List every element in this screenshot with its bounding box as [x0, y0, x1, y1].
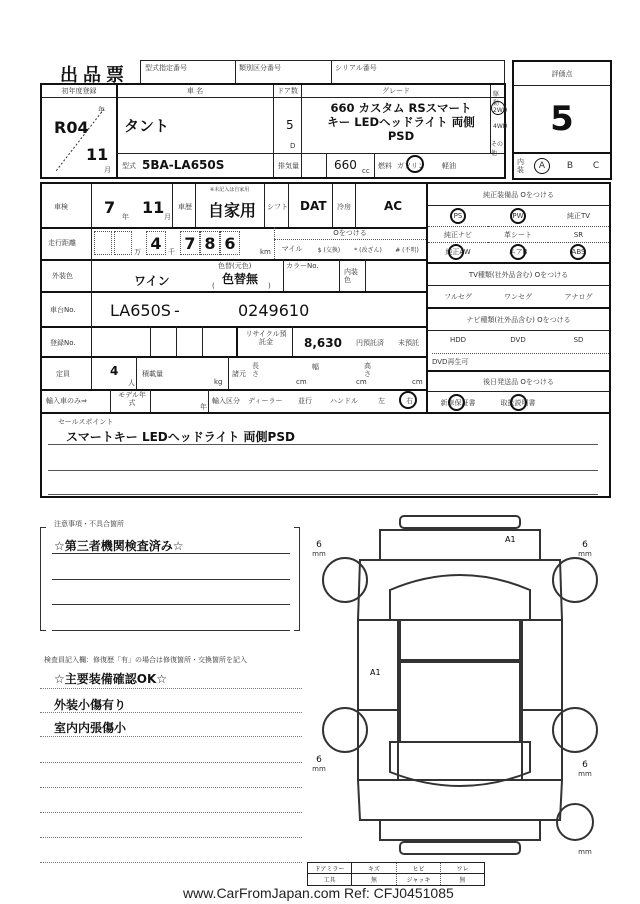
chassis-prefix: LA650S — [110, 301, 171, 320]
score-value: 5 — [550, 99, 574, 139]
cc-unit: cc — [362, 167, 370, 175]
mileage-option-tampered: * (改ざん) — [354, 246, 382, 254]
watermark: www.CarFromJapan.com Ref: CFJ0451085 — [183, 885, 454, 901]
load-unit: kg — [214, 378, 223, 386]
dvd-play-label: DVD再生可 — [432, 353, 609, 367]
handle-label: ハンドル — [330, 397, 358, 405]
mileage-digit: 8 — [200, 231, 220, 255]
import-parallel: 並行 — [298, 397, 312, 405]
notes-line: ☆第三者機関検査済み☆ — [54, 539, 184, 553]
cell: ジャッキ — [396, 874, 440, 885]
navi-hdd: HDD — [449, 336, 467, 344]
equip-tv: 純正TV — [566, 211, 591, 220]
drive-other: その他 — [491, 141, 504, 157]
ac-label: 冷房 — [337, 203, 351, 211]
model-year-unit: 年 — [200, 403, 207, 411]
doors-label: ドア数 — [277, 87, 298, 95]
usage-note: ※未記入は自家用 — [210, 187, 250, 193]
mileage-option-replaced: $ (交換) — [317, 246, 341, 254]
chassis-number: 0249610 — [238, 301, 310, 320]
capacity-label: 定員 — [56, 370, 70, 378]
model-value: 5BA-LA650S — [142, 158, 225, 172]
score-label: 評価点 — [514, 62, 610, 86]
tread-unit: mm — [312, 765, 326, 773]
fuel-gasoline: ガソリン — [397, 162, 425, 170]
chassis-dash: - — [174, 301, 180, 320]
km-unit: km — [260, 248, 271, 256]
bracket — [40, 527, 46, 631]
mileage-digits — [94, 231, 258, 257]
doors-value: 5 — [286, 118, 294, 132]
mileage-option-unknown: # (不明) — [395, 246, 419, 254]
interior-grade-b: B — [566, 161, 574, 171]
repaint-value: 色替無 — [222, 272, 259, 286]
id-boxes — [140, 60, 505, 84]
handle-left: 左 — [378, 397, 385, 405]
tread-depth-rear-right — [572, 760, 598, 778]
tread-value: 6 — [316, 540, 322, 550]
length-label: 長さ — [252, 362, 259, 378]
sales-point-value: スマートキー LEDヘッドライト 両側PSD — [66, 430, 295, 444]
later-header: 後日発送品 Oをつける — [428, 370, 609, 392]
interior-label: 内装 — [517, 158, 524, 174]
tread-depth-front-left — [306, 540, 332, 558]
handle-right: 右 — [406, 397, 413, 405]
vehicle-detail-table — [40, 182, 611, 498]
import-dealer: ディーラー — [248, 397, 283, 405]
tread-depth-spare — [572, 828, 598, 856]
reg-no-label: 登録No. — [50, 339, 76, 347]
cell: キズ — [352, 863, 396, 874]
cm-unit: cm — [356, 378, 367, 386]
interior-grade-c: C — [592, 161, 600, 171]
equip-pw: PW — [512, 211, 524, 220]
recycle-value: 8,630 — [304, 336, 342, 350]
fuel-label: 燃料 — [378, 162, 392, 170]
score-box — [512, 60, 612, 180]
height-label: 高さ — [364, 362, 371, 378]
exterior-color-value: ワイン — [134, 274, 170, 288]
mileage-mark-label: Oをつける — [333, 229, 367, 237]
spec-label: 諸元 — [232, 370, 246, 378]
ac-value: AC — [384, 199, 403, 213]
cm-unit: cm — [412, 378, 423, 386]
usage-value: 自家用 — [208, 201, 257, 220]
car-name-label: 車 名 — [186, 87, 204, 95]
tread-unit: mm — [312, 550, 326, 558]
mileage-option-mile: マイル — [281, 245, 303, 253]
damage-mark: A1 — [370, 668, 381, 677]
damage-mark: A1 — [505, 535, 516, 544]
interior-color-label: 内装色 — [344, 268, 358, 284]
later-warranty: 新車保証書 — [440, 398, 476, 407]
sheet-title: 出品票 — [60, 65, 129, 86]
interior-grade-a: A — [538, 161, 546, 171]
drive-2wd: 2WD — [493, 107, 508, 114]
exterior-label: 外装色 — [52, 272, 73, 280]
tread-depth-rear-left — [306, 755, 332, 773]
tv-fullseg: フルセグ — [444, 293, 472, 301]
inspection-month-unit: 月 — [164, 213, 171, 221]
inspection-month: 11 — [142, 198, 165, 217]
cell: ワレ — [440, 863, 484, 874]
cell: ヒビ — [396, 863, 440, 874]
equip-abs: ABS — [548, 242, 609, 261]
drive-label: 駆動 — [493, 91, 500, 107]
inspection-year-unit: 年 — [122, 213, 129, 221]
capacity-value: 4 — [110, 364, 119, 378]
car-damage-diagram — [300, 510, 620, 860]
shift-label: シフト — [267, 203, 288, 211]
tread-unit: mm — [578, 770, 592, 778]
registration-year: R04 — [54, 118, 89, 137]
inspector-line: 外装小傷有り — [54, 698, 127, 712]
equip-airbag: エアB — [488, 242, 548, 261]
import-class-label: 輸入区分 — [212, 397, 240, 405]
load-label: 積載量 — [142, 370, 163, 378]
mirror-tools-table — [307, 862, 485, 886]
sen-unit: 千 — [168, 248, 175, 256]
shift-value: DAT — [300, 199, 327, 213]
tv-header: TV種類(社外品含む) Oをつける — [428, 262, 609, 286]
inspector-line: 室内内張傷小 — [54, 721, 127, 735]
displacement-label: 排気量 — [278, 162, 299, 170]
recycle-not-deposited: 未預託 — [398, 339, 419, 347]
equipment-panel — [428, 184, 609, 412]
tread-value: 6 — [582, 760, 588, 770]
tread-depth-front-right — [572, 540, 598, 558]
equip-ps: PS — [453, 211, 463, 220]
type-designation-label: 型式指定番号 — [145, 64, 187, 72]
sales-point-label: セールスポイント — [58, 418, 114, 426]
car-name-value: タント — [124, 117, 170, 135]
doors-unit: D — [290, 142, 296, 150]
width-label: 幅 — [312, 363, 319, 371]
man-unit: 万 — [134, 248, 141, 256]
equip-leather: 革シート — [488, 226, 548, 242]
recycle-deposited: 円預託済 — [356, 339, 384, 347]
capacity-unit: 人 — [128, 379, 135, 387]
paren-open: ( — [212, 282, 215, 290]
navi-sd: SD — [573, 336, 584, 344]
tread-unit: mm — [578, 848, 592, 856]
equip-aw: 純正AW — [428, 242, 488, 261]
usage-label: 車歴 — [178, 203, 192, 211]
mileage-digit: 6 — [220, 231, 240, 255]
inspection-label: 車検 — [54, 203, 68, 211]
cell: 工具 — [308, 874, 352, 885]
navi-header: ナビ種類(社外品含む) Oをつける — [428, 307, 609, 331]
month-unit: 月 — [104, 166, 111, 174]
cell: 無 — [370, 877, 377, 884]
repaint-label: 色替(元色) — [218, 262, 252, 270]
registration-month: 11 — [86, 145, 109, 164]
equip-sr: SR — [548, 226, 609, 242]
model-year-label: モデル年式 — [118, 391, 146, 407]
mileage-digit: 7 — [180, 231, 200, 255]
chassis-label: 車台No. — [50, 306, 76, 314]
inspector-label: 検査員記入欄：修復歴「有」の場合は修復箇所・交換箇所を記入 — [44, 656, 247, 664]
mileage-label: 走行距離 — [48, 239, 76, 247]
later-manual: 取扱説明書 — [500, 398, 536, 407]
notes-label: 注意事項・不具合箇所 — [54, 520, 124, 528]
tv-oneseg: ワンセグ — [504, 293, 532, 301]
drive-4wd: 4WD — [493, 123, 508, 130]
cell: ドアミラー — [308, 863, 352, 874]
mileage-digit: 4 — [146, 231, 166, 255]
inspection-year: 7 — [104, 198, 116, 217]
vehicle-basic-table — [40, 83, 506, 179]
tread-value: 6 — [582, 540, 588, 550]
class-label: 類別区分番号 — [239, 64, 281, 72]
recycle-label: リサイクル預託金 — [245, 330, 287, 346]
import-label: 輸入車のみ⇒ — [46, 397, 87, 405]
cell: 無 — [440, 874, 484, 885]
tread-value: 6 — [316, 755, 322, 765]
navi-dvd: DVD — [510, 336, 526, 344]
equipment-header: 純正装備品 Oをつける — [428, 184, 609, 206]
tv-analog: アナログ — [564, 293, 593, 301]
color-no-label: カラーNo. — [286, 262, 319, 270]
displacement-value: 660 — [334, 158, 357, 172]
grade-value: 660 カスタム RSスマートキー LEDヘッドライト 両側PSD — [327, 101, 475, 143]
year-unit: 年 — [98, 106, 105, 114]
tread-unit: mm — [578, 550, 592, 558]
inspector-line: ☆主要装備確認OK☆ — [54, 672, 168, 686]
paren-close: ) — [268, 282, 271, 290]
equip-navi: 純正ナビ — [428, 226, 488, 242]
fuel-diesel: 軽油 — [442, 162, 456, 170]
model-label: 型式 — [122, 162, 136, 170]
grade-label: グレード — [382, 87, 410, 95]
registration-label: 初年度登録 — [61, 87, 97, 95]
cm-unit: cm — [296, 378, 307, 386]
serial-label: シリアル番号 — [335, 64, 377, 72]
